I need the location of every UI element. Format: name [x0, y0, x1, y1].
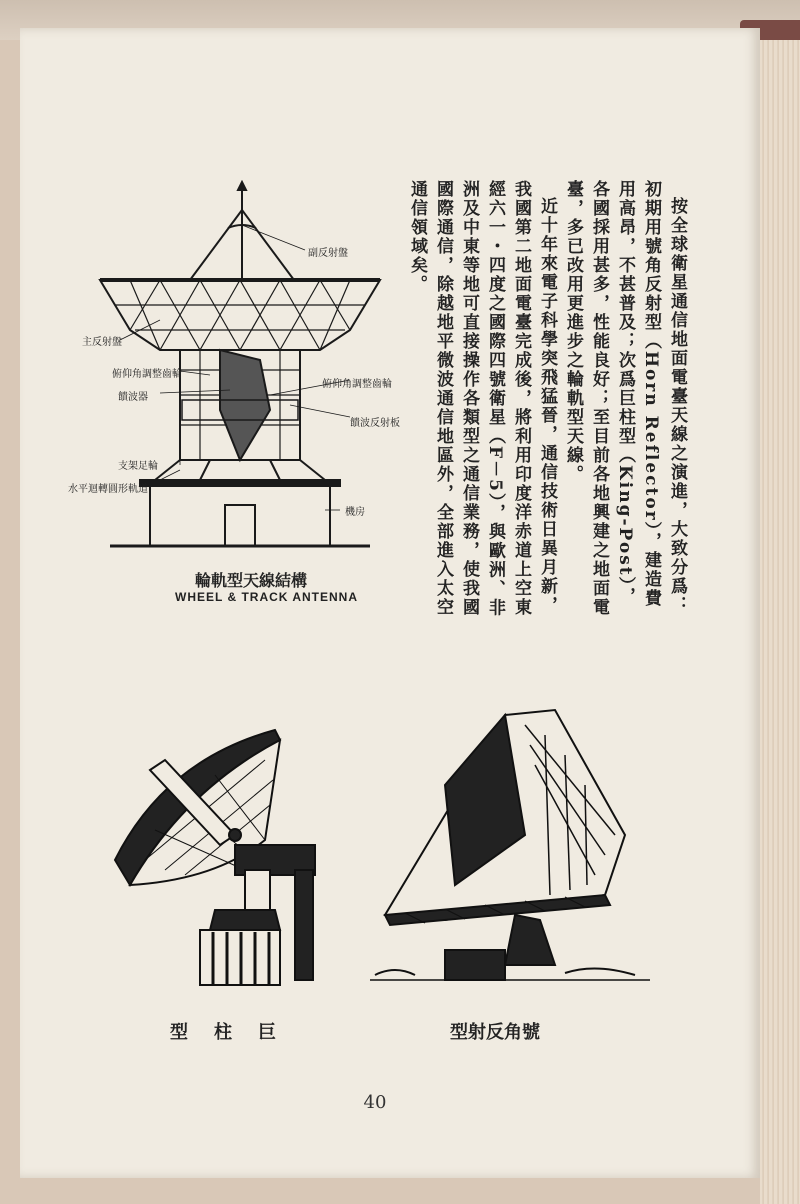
label-feed: 饋波器	[118, 392, 148, 403]
wheel-track-caption-en: WHEEL & TRACK ANTENNA	[175, 590, 358, 604]
label-support-wheel: 支架足輪	[118, 461, 158, 472]
label-machine-room: 機房	[345, 507, 365, 518]
page-number: 40	[363, 1092, 387, 1113]
label-main-reflector: 主反射盤	[82, 337, 122, 348]
label-waveguide-reflector: 饋波反射板	[350, 418, 400, 429]
paragraph-1: 按全球衛星通信地面電臺天線之演進，大致分爲：初期用號角反射型（Horn Reflector），建造費用高昂，不甚普及；次爲巨柱型（King-Post），各國採用甚多，性能良好；至目前各地興建之地面電臺，多已改用更進步之輪軌型天線。	[563, 180, 687, 617]
page-edges	[760, 40, 800, 1204]
label-horizontal-track: 水平迴轉圓形軌道	[68, 484, 148, 495]
king-post-antenna-illustration	[105, 720, 345, 1000]
paragraph-2: 近十年來電子科學突飛猛晉，通信技術日異月新，我國第二地面電臺完成後，將利用印度洋赤道上空東經六一・四度之國際四號衛星（F－5），與歐洲、非洲及中東等地可直接操作各類型之通信業務，使我國國際通信，除越地平微波通信地區外，全部進入太空通信領域矣。	[407, 180, 557, 618]
wheel-track-caption-zh: 輪軌型天線結構	[195, 571, 308, 590]
label-sub-reflector: 副反射盤	[308, 248, 348, 259]
body-text	[400, 180, 690, 620]
horn-reflector-caption: 型射反角號	[450, 1022, 540, 1043]
label-elevation-gear-right: 俯仰角調整齒輪	[322, 379, 392, 390]
horn-reflector-antenna-illustration	[365, 695, 655, 995]
king-post-caption: 型 柱 巨	[170, 1022, 280, 1043]
label-elevation-gear-left: 俯仰角調整齒輪	[112, 369, 182, 380]
